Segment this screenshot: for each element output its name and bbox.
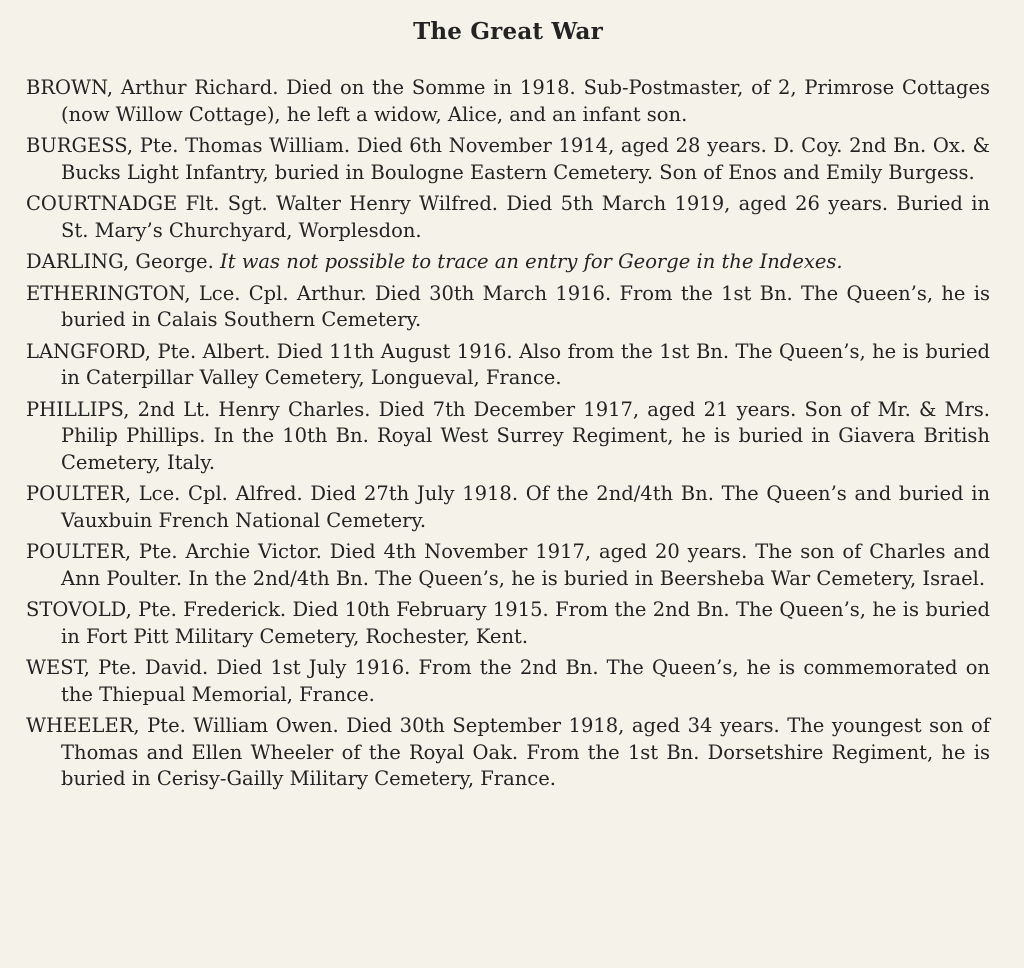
entry-note: It was not possible to trace an entry for George in the Indexes. [220, 250, 843, 273]
entry-langford [26, 339, 990, 392]
entry-stovold [26, 597, 990, 650]
entry-text: POULTER, Lce. Cpl. Alfred. Died 27th July 1918. Of the 2nd/4th Bn. The Queen’s and buried in Vauxbuin French National Cemetery. [26, 482, 990, 532]
entry-text: COURTNADGE Flt. Sgt. Walter Henry Wilfred. Died 5th March 1919, aged 26 years. Buried in St. Mary’s Churchyard, Worplesdon. [26, 192, 990, 242]
entry-etherington [26, 281, 990, 334]
entry-poulter-archie [26, 539, 990, 592]
entry-wheeler [26, 713, 990, 793]
entry-text: BROWN, Arthur Richard. Died on the Somme in 1918. Sub-Postmaster, of 2, Primrose Cottages (now Willow Cottage), he left a widow, Alice, and an infant son. [26, 76, 990, 126]
entry-text: ETHERINGTON, Lce. Cpl. Arthur. Died 30th March 1916. From the 1st Bn. The Queen’s, he is buried in Calais Southern Cemetery. [26, 281, 990, 331]
entry-text: BURGESS, Pte. Thomas William. Died 6th November 1914, aged 28 years. D. Coy. 2nd Bn. Ox. & Bucks Light Infantry, buried in Boulogne Eastern Cemetery. Son of Enos and Emily Burgess. [26, 134, 990, 184]
entry-text: STOVOLD, Pte. Frederick. Died 10th February 1915. From the 2nd Bn. The Queen’s, he is buried in Fort Pitt Military Cemetery, Rochester, Kent. [26, 598, 990, 648]
entry-phillips [26, 397, 990, 477]
entry-text: DARLING, George. [26, 250, 220, 273]
entry-poulter-alfred [26, 481, 990, 534]
entry-text: WEST, Pte. David. Died 1st July 1916. From the 2nd Bn. The Queen’s, he is commemorated on the Thiepual Memorial, France. [26, 656, 990, 706]
entry-brown [26, 75, 990, 128]
entry-darling [26, 249, 990, 276]
page-title: The Great War [413, 18, 603, 45]
entry-text: LANGFORD, Pte. Albert. Died 11th August 1916. Also from the 1st Bn. The Queen’s, he is buried in Caterpillar Valley Cemetery, Longueval, France. [26, 339, 990, 389]
entry-text: POULTER, Pte. Archie Victor. Died 4th November 1917, aged 20 years. The son of Charles and Ann Poulter. In the 2nd/4th Bn. The Queen’s, he is buried in Beersheba War Cemetery, Israel. [26, 540, 990, 590]
entry-burgess [26, 133, 990, 186]
entry-list [26, 75, 990, 793]
entry-west [26, 655, 990, 708]
entry-courtnadge [26, 191, 990, 244]
entry-text: WHEELER, Pte. William Owen. Died 30th September 1918, aged 34 years. The youngest son of Thomas and Ellen Wheeler of the Royal Oak. From the 1st Bn. Dorsetshire Regiment, he is buried in Cerisy-Gailly Military Cemetery, France. [26, 714, 990, 790]
entry-text: PHILLIPS, 2nd Lt. Henry Charles. Died 7th December 1917, aged 21 years. Son of Mr. & Mrs. Philip Phillips. In the 10th Bn. Royal West Surrey Regiment, he is buried in Giavera British Cemetery, Italy. [26, 397, 990, 474]
